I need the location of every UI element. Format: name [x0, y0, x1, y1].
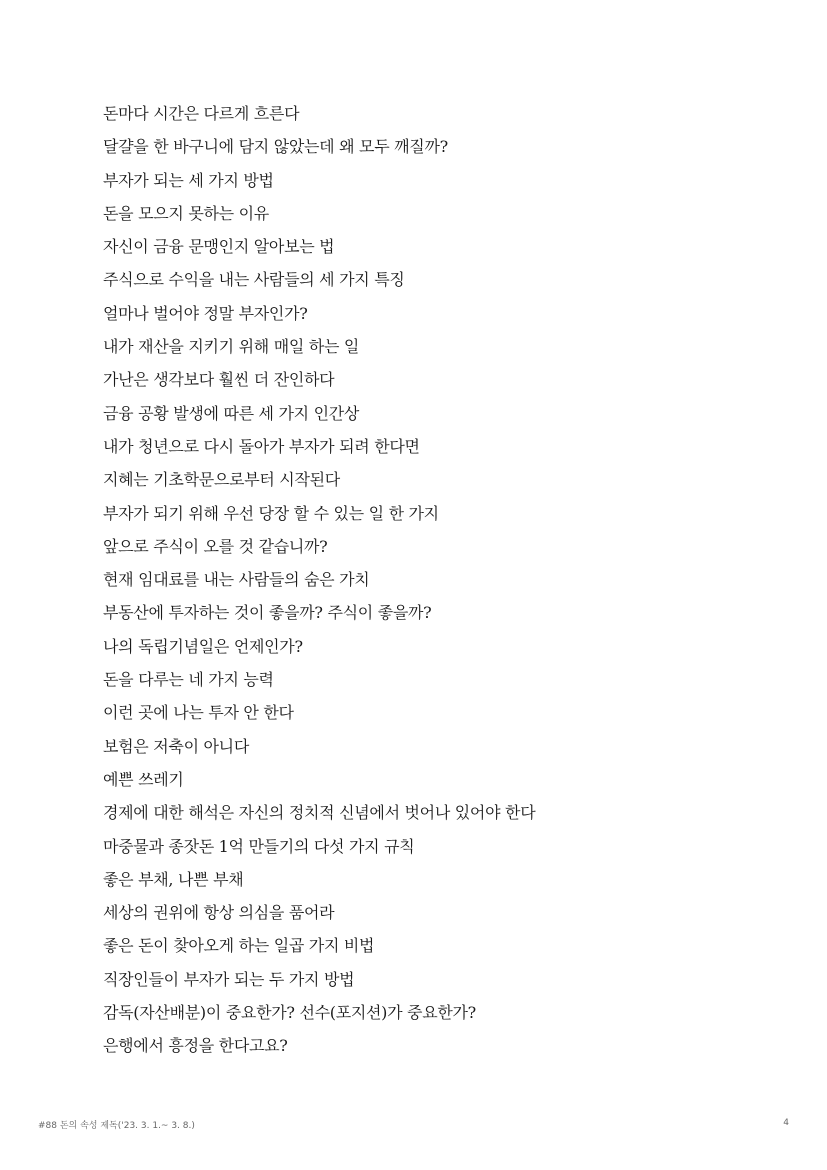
toc-item: 부자가 되는 세 가지 방법 [103, 170, 274, 190]
toc-item: 은행에서 흥정을 한다고요? [103, 1036, 288, 1056]
toc-item: 마중물과 종잣돈 1억 만들기의 다섯 가지 규칙 [103, 836, 415, 856]
toc-item: 부자가 되기 위해 우선 당장 할 수 있는 일 한 가지 [103, 503, 439, 523]
toc-item: 돈을 다루는 네 가지 능력 [103, 670, 274, 690]
toc-item: 부동산에 투자하는 것이 좋을까? 주식이 좋을까? [103, 603, 432, 623]
toc-item: 보험은 저축이 아니다 [103, 736, 249, 756]
toc-item: 좋은 부채, 나쁜 부채 [103, 869, 244, 889]
toc-item: 경제에 대한 해석은 자신의 정치적 신념에서 벗어나 있어야 한다 [103, 803, 536, 823]
toc-item: 돈을 모으지 못하는 이유 [103, 203, 269, 223]
toc-item: 금융 공황 발생에 따른 세 가지 인간상 [103, 403, 360, 423]
toc-item: 자신이 금융 문맹인지 알아보는 법 [103, 237, 335, 257]
toc-item: 감독(자산배분)이 중요한가? 선수(포지션)가 중요한가? [103, 1003, 476, 1023]
toc-item: 이런 곳에 나는 투자 안 한다 [103, 703, 294, 723]
toc-item: 가난은 생각보다 훨씬 더 잔인하다 [103, 370, 335, 390]
toc-item: 주식으로 수익을 내는 사람들의 세 가지 특징 [103, 270, 405, 290]
toc-item: 지혜는 기초학문으로부터 시작된다 [103, 470, 340, 490]
toc-item: 직장인들이 부자가 되는 두 가지 방법 [103, 969, 355, 989]
toc-item: 앞으로 주식이 오를 것 같습니까? [103, 536, 328, 556]
toc-item: 현재 임대료를 내는 사람들의 숨은 가치 [103, 570, 370, 590]
toc-item: 돈마다 시간은 다르게 흐른다 [103, 104, 300, 123]
toc-item: 얼마나 벌어야 정말 부자인가? [103, 303, 308, 323]
toc-item: 달걀을 한 바구니에 담지 않았는데 왜 모두 깨질까? [103, 137, 448, 157]
toc-item: 내가 재산을 지키기 위해 매일 하는 일 [103, 337, 360, 357]
toc-item: 내가 청년으로 다시 돌아가 부자가 되려 한다면 [103, 436, 420, 456]
toc-item: 좋은 돈이 찾아오게 하는 일곱 가지 비법 [103, 936, 375, 956]
toc-item: 나의 독립기념일은 언제인가? [103, 636, 303, 656]
page-number: 4 [783, 1118, 789, 1128]
toc-item: 예쁜 쓰레기 [103, 769, 184, 789]
toc-item: 세상의 권위에 항상 의심을 품어라 [103, 903, 335, 923]
toc-list [103, 97, 535, 1063]
footer-document-title: #88 돈의 속성 제독('23. 3. 1.~ 3. 8.) [38, 1121, 195, 1131]
